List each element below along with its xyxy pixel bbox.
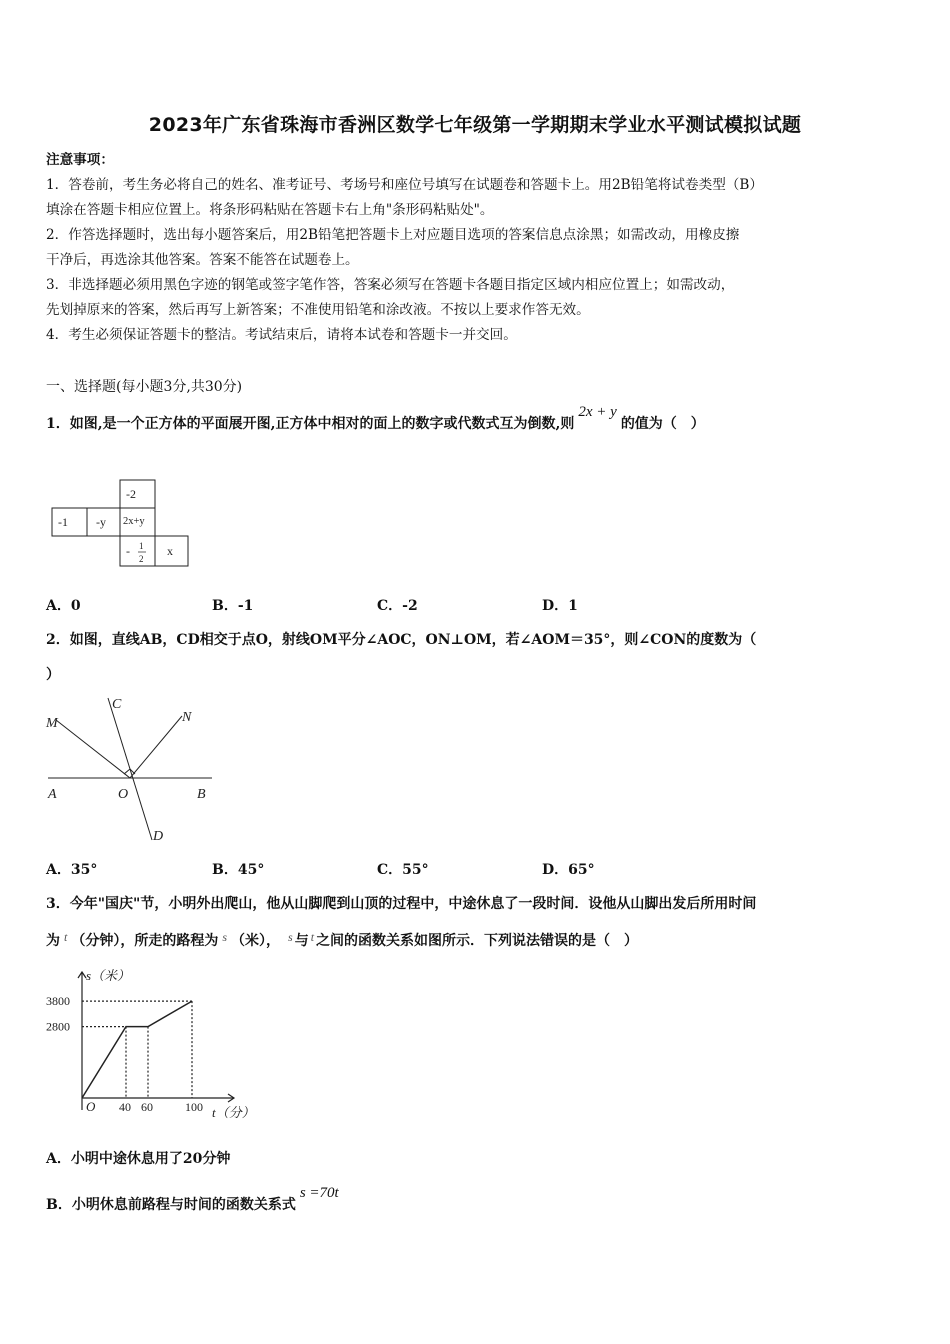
note-line: 干净后，再选涂其他答案。答案不能答在试题卷上。 [46,252,359,268]
label-n: N [182,710,192,725]
q1-option-c[interactable]: C．-2 [377,598,418,614]
q3-option-b[interactable] [46,1185,339,1214]
q1-option-a[interactable]: A．0 [46,598,81,614]
graph-y-label: s（米） [86,968,131,983]
var-s: s [288,930,293,944]
net-label-m1: -1 [58,515,68,529]
q1-option-b[interactable]: B．-1 [212,598,254,614]
label-c: C [112,697,122,712]
var-t: t [310,930,315,944]
question-1-tail: 的值为（ ） [620,416,705,432]
question-3-text-cont [46,930,638,950]
distance-series-line [82,1001,192,1098]
question-1-expression: 2x + y [578,404,617,420]
var-s: s [222,930,228,944]
net-label-m3: 2x+y [123,516,145,527]
net-label-top: -2 [126,487,136,501]
var-t: t [64,930,68,944]
q2-option-c[interactable]: C．55° [377,862,429,878]
y-tick-label: 3800 [46,994,70,1009]
x-tick-label: 100 [185,1100,203,1114]
q1-option-d[interactable]: D．1 [542,598,578,614]
note-line: 3．非选择题必须用黑色字迹的钢笔或签字笔作答，答案必须写在答题卡各题目指定区域内相应位置上；如需改动， [46,277,735,293]
label-a: A [48,787,57,802]
q3-text-part: （分钟），所走的路程为 [71,933,219,949]
x-tick-label: 60 [141,1100,153,1114]
notes-heading: 注意事项： [46,152,114,168]
question-1-text [46,404,705,433]
q2-option-b[interactable]: B．45° [212,862,265,878]
q3-text-part: 为 [46,933,60,949]
q3-option-a[interactable]: A．小明中途休息用了20分钟 [46,1151,231,1167]
q3-option-b-expr: s =70t [299,1185,339,1201]
note-line: 1．答卷前，考生务必将自己的姓名、准考证号、考场号和座位号填写在试题卷和答题卡上。用2B铅笔将试卷类型（B） [46,177,763,193]
question-1-stem: 1．如图,是一个正方体的平面展开图,正方体中相对的面上的数字或代数式互为倒数,则 [46,416,575,432]
net-label-b2: x [167,544,173,558]
y-tick-label: 2800 [46,1019,70,1034]
page-title: 2023年广东省珠海市香洲区数学七年级第一学期期末学业水平测试模拟试题 [148,114,802,136]
net-label-b1-sign: - [126,544,130,558]
x-tick-label: 40 [119,1100,131,1114]
q2-option-a[interactable]: A．35° [46,862,98,878]
q3-text-part: （米）， [231,933,281,949]
q2-option-d[interactable]: D．65° [542,862,595,878]
question-2-text: 2．如图，直线AB，CD相交于点O，射线OM平分∠AOC，ON⊥OM，若∠AOM＝35°，则∠CON的度数为（ [46,632,757,648]
graph-x-label: t（分） [212,1105,255,1120]
q3-text-part: 之间的函数关系如图所示．下列说法错误的是（ ） [316,933,639,949]
question-3-text: 3．今年"国庆"节，小明外出爬山，他从山脚爬到山顶的过程中，中途休息了一段时间．设他从山脚出发后所用时间 [46,896,757,912]
note-line: 先划掉原来的答案，然后再写上新答案；不准使用铅笔和涂改液。不按以上要求作答无效。 [46,302,590,318]
q3-option-b-text: B．小明休息前路程与时间的函数关系式 [46,1197,296,1213]
label-o: O [118,787,129,802]
cube-net-figure [50,478,195,570]
ray-om [56,720,130,778]
section-heading: 一、选择题(每小题3分,共30分) [46,379,243,395]
net-label-b1-den: 2 [139,554,144,564]
note-line: 4．考生必须保证答题卡的整洁。考试结束后，请将本试卷和答题卡一并交回。 [46,327,517,343]
note-line: 2．作答选择题时，选出每小题答案后，用2B铅笔把答题卡上对应题目选项的答案信息点涂黑；如需改动，用橡皮擦 [46,227,740,243]
label-m: M [46,716,58,731]
label-b: B [197,787,206,802]
net-label-b1-num: 1 [139,541,144,551]
graph-origin-label: O [86,1099,96,1114]
label-d: D [153,829,164,844]
question-2-text-cont: ） [46,667,60,683]
ray-on [130,716,182,778]
distance-time-graph [44,962,264,1132]
q3-text-part: 与 [294,933,309,949]
angle-figure [40,690,220,850]
net-label-m2: -y [96,515,106,529]
note-line: 填涂在答题卡相应位置上。将条形码粘贴在答题卡右上角"条形码粘贴处"。 [46,202,494,218]
